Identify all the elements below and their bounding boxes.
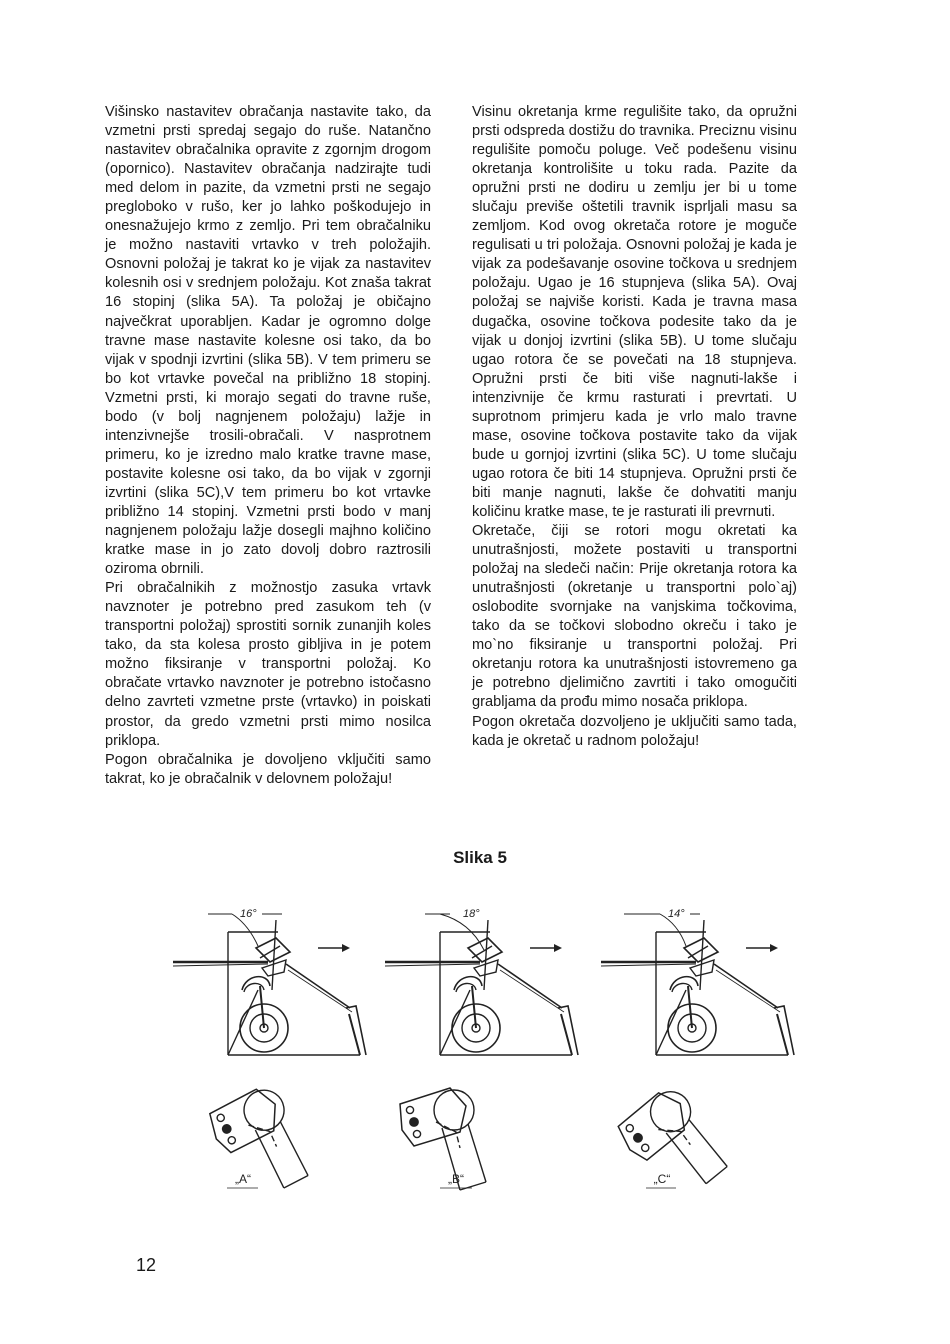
left-paragraph-1: Višinsko nastavitev obračanja nastavite tako, da vzmetni prsti spredaj segajo do ruše. Natančno nastavitev obračalnika opravite z zgornjm drogom (opornico). Nastavitev obračanja nadzirajte tudi med delom in pazite, da vzmetni prsti ne segajo pregloboko v rušo, ker jo lahko poškodujejo in onesnažujejo krmo z zemljo. Pri tem obračalniku je možno nastaviti vrtavko v treh položajih. Osnovni položaj je takrat ko je vijak za nastavitev kolesnih osi v srednjem položaju. Kot znaša takrat 16 stopinj (slika 5A). Ta položaj je običajno največkrat uporabljen. Kadar je ogromno dolge travne mase nastavite kolesne osi tako, da bo vijak v spodnji izvrtini (slika 5B). V tem primeru se bo kot vrtavke povečal na približno 18 stopinj. Vzmetni prsti, ki morajo segati do travne ruše, bodo (v bolj nagnjenem položaju) lažje in intenzivnejše trosili-obračali. V nasprotnem primeru, ko je izredno malo kratke travne mase, postavite kolesne osi tako, da bo vijak v zgornji izvrtini (slika 5C),V tem primeru bo kot vrtavke približno 14 stopinj. Vzmetni prsti bodo v manj nagnjenem položaju lažje dosegli majhno količino kratke mase in jo zato dovolj dobro raztrosili oziroma obrnili.	[105, 104, 431, 578]
left-column-text	[105, 103, 431, 789]
caption-b: „B“	[448, 1172, 464, 1186]
left-paragraph-2: Pri obračalnikih z možnostjo zasuka vrtavk navznoter je potrebno pred zasukom teh (v transportni položaj) sprostiti sornik zunanjih koles tako, da sta kolesa prosto gibljiva in je potem možno fiksiranje v transportni položaj. Ko obračate vrtavko navznoter je potrebno istočasno delno zavrteti vzmetne prste (vrtavko) in poiskati prostor, da gredo vzmetni prsti mimo nosilca priklopa.	[105, 580, 431, 749]
angle-label-a: 16°	[240, 908, 257, 920]
page-number: 12	[136, 1255, 157, 1275]
right-column-text	[472, 103, 797, 751]
right-paragraph-3: Pogon okretača dozvoljeno je uključiti samo tada, kada je okretač u radnom položaju!	[472, 713, 797, 749]
caption-a: „A“	[235, 1172, 251, 1186]
figure-title: Slika 5	[453, 848, 507, 867]
figure-illustration	[0, 890, 950, 1200]
angle-label-b: 18°	[463, 908, 480, 920]
left-paragraph-3: Pogon obračalnika je dovoljeno vključiti samo takrat, ko je obračalnik v delovnem položaju!	[105, 751, 431, 787]
caption-c: „C“	[653, 1172, 671, 1186]
panel-b	[385, 908, 578, 1190]
panel-c	[601, 908, 794, 1200]
right-paragraph-1: Visinu okretanja krme regulišite tako, da opružni prsti odspreda dostižu do travnika. Preciznu visinu regulišite pomoču poluge. Več podešenu visinu okretanja kontrolišite u toku rada. Pazite da opružni prsti ne dodiru u zemlju jer bi u tome slučaju previše oštetili travnik isprljali masu sa zemljom. Kod ovog okretača rotore je moguče regulisati u tri položaja. Osnovni položaj je kada je vijak za podešavanje osovine točkova u srednjem položaju. Ugao je 16 stupnjeva (slika 5A). Ovaj položaj se najviše koristi. Kada je travna masa dugačka, osovine točkova podesite tako da je vijak u donjoj izvrtini (slika 5B). U tome slučaju ugao rotora če se povečati na 18 stupnjeva. Opružni prsti če biti više nagnuti-lakše i intenzivnije če krmu rasturati i prevrtati. U suprotnom primjeru kada je vrlo malo travne mase, osovine točkova postavite tako da vijak bude u gornjoj izvrtini (slika 5C). U tome slučaju ugao rotora če biti 14 stupnjeva. Opružni prsti če biti manje nagnuti, lakše če dohvatiti manju količinu kratke mase, te je rasturati ili prevrnuti.	[472, 104, 797, 520]
angle-label-c: 14°	[668, 908, 685, 920]
right-paragraph-2: Okretače, čiji se rotori mogu okretati ka unutrašnjosti, možete postaviti u transportni položaj na sledeči način: Prije okretanja rotora ka unutrašnjosti (okretanje u transportni polo`aj) oslobodite svornjake na vanjskima točkovima, tako da se točkovi slobodno okreču i tako je mo`no fiksiranje u transportni položaj. Pri okretanju rotora ka unutrašnjosti istovremeno ga je potrebno djelimično zavrtiti i tako omogučiti grabljama da prođu mimo nosača priklopa.	[472, 523, 797, 711]
panel-a	[173, 908, 366, 1198]
